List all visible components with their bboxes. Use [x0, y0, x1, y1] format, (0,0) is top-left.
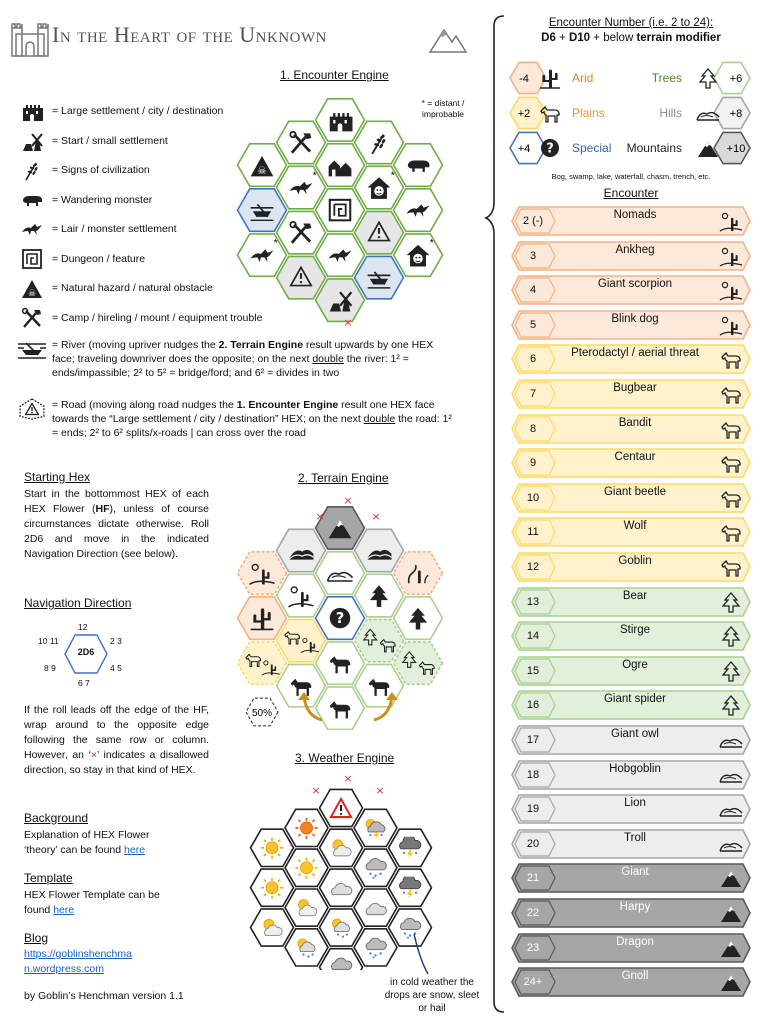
encounter-name: Wolf: [623, 520, 647, 533]
river-boat-icon: [16, 338, 48, 360]
encounter-row: [511, 517, 751, 547]
encounter-name: Harpy: [619, 901, 651, 913]
encounter-number: 23: [526, 941, 540, 954]
terrain-engine-heading: 2. Terrain Engine: [298, 471, 389, 485]
tree-outline-icon: [719, 591, 743, 613]
encounter-number: 4: [529, 284, 537, 297]
navigation-center: 2D6: [77, 647, 95, 657]
encounter-number: 6: [529, 353, 537, 366]
nav-sw: 8 9: [44, 663, 56, 673]
legend-text: = Dungeon / feature: [52, 252, 146, 265]
legend-text: = Camp / hireling / mount / equipment trouble: [52, 311, 263, 324]
svg-text:?: ?: [546, 141, 554, 157]
nav-nw: 10 11: [38, 636, 59, 646]
wyvern-icon: [16, 218, 48, 240]
encounter-number: 5: [529, 318, 537, 331]
encounter-number: 10: [526, 491, 540, 504]
encounter-number: 16: [526, 699, 540, 712]
encounter-row: [511, 690, 751, 720]
distant-note: * = distant / improbable: [421, 98, 465, 119]
template-text: HEX Flower Template can be found here: [24, 889, 160, 916]
hex-cell: [277, 619, 326, 661]
hex-cell: [394, 642, 443, 684]
nav-se: 4 5: [110, 663, 122, 673]
encounter-name: Centaur: [614, 451, 656, 464]
encounter-name: Giant beetle: [603, 485, 666, 498]
svg-text:?: ?: [335, 610, 345, 628]
encounter-number: 2 (-): [522, 215, 544, 227]
hex-cell: [277, 529, 326, 571]
encounter-number: 24+: [523, 976, 543, 989]
encounter-row: [511, 275, 751, 305]
tree-outline-icon: [719, 625, 743, 647]
legend-text: = Wandering monster: [52, 193, 153, 206]
mountain-icon: [719, 971, 743, 993]
hex-cell: [316, 279, 365, 322]
weather-engine-heading: 3. Weather Engine: [295, 751, 395, 765]
desert-icon: [719, 245, 743, 267]
windmill-icon: [16, 130, 48, 152]
nav-n: 12: [78, 622, 88, 632]
encounter-name: Gnoll: [621, 970, 649, 983]
legend-text: = Natural hazard / natural obstacle: [52, 282, 213, 294]
encounter-number: 17: [526, 734, 540, 746]
encounter-number: 22: [526, 907, 540, 919]
tree-outline-icon: [700, 69, 716, 88]
legend-text: = Signs of civilization: [52, 164, 150, 176]
encounter-name: Ogre: [622, 658, 648, 671]
legend-text: = Large settlement / city / destination: [52, 105, 224, 117]
hex-cell: [394, 552, 443, 595]
encounter-row: [511, 552, 751, 582]
encounter-name: Ankheg: [615, 243, 655, 256]
encounter-row: [511, 656, 751, 686]
terrain-name: Plains: [572, 106, 605, 120]
svg-text:☠: ☠: [257, 166, 267, 178]
encounter-name: Bugbear: [613, 382, 657, 394]
page-title: In the Heart of the Unknown: [52, 22, 328, 47]
encounter-name: Nomads: [613, 209, 657, 221]
desert-icon: [719, 210, 743, 232]
encounter-number: 12: [526, 561, 540, 573]
encounter-name: Hobgoblin: [609, 762, 661, 775]
wrap-rule: If the roll leads off the edge of the HF, wrap around to the opposite edge following the same row or column. However, an ‘×’ indicates a disallowed direction, so stay in that kind of HEX.: [24, 704, 209, 776]
mountain-logo-icon: [428, 26, 468, 54]
encounter-row: [511, 898, 751, 928]
terrain-name: Mountains: [626, 141, 682, 155]
encounter-name: Stirge: [619, 624, 651, 637]
tree-outline-icon: [719, 660, 743, 682]
encounter-name: Giant owl: [611, 728, 659, 740]
disallowed-cross: ×: [371, 510, 381, 523]
encounter-name: Giant spider: [603, 693, 666, 706]
legend-text: = Lair / monster settlement: [52, 223, 177, 235]
encounter-row: [511, 794, 751, 824]
encounter-name: Goblin: [618, 555, 652, 567]
encounter-row: [511, 310, 751, 340]
hex-cell: [316, 144, 365, 187]
encounter-number-header: Encounter Number (i.e. 2 to 24): D6 + D10 + below terrain modifier: [541, 17, 721, 44]
terrain-engine-hexflower: [232, 490, 472, 730]
question-icon: [330, 608, 350, 628]
hills-outline-icon: [719, 764, 743, 786]
terrain-modifier: +2: [517, 108, 531, 120]
encounter-name: Giant scorpion: [597, 278, 673, 291]
encounter-number: 13: [526, 595, 540, 608]
hazard-mountain-icon: [16, 277, 48, 299]
encounter-number: 15: [526, 664, 540, 677]
disallowed-cross: ×: [343, 772, 353, 785]
terrain-name: Hills: [659, 106, 682, 120]
hex-cell: [238, 642, 287, 684]
encounter-row: [511, 933, 751, 963]
desert-icon: [719, 314, 743, 336]
hex-cell: [316, 189, 365, 232]
encounter-number: 21: [526, 872, 540, 885]
encounter-row: [511, 241, 751, 271]
encounter-number: 11: [527, 526, 539, 539]
boar-icon: [16, 189, 48, 211]
terrain-name: Special: [572, 141, 612, 155]
disallowed-cross: ×: [343, 494, 353, 507]
encounter-engine-heading: 1. Encounter Engine: [280, 68, 389, 82]
starting-hex-text: Start in the bottommost HEX of each HEX Flower (HF), unless of course circumstances dictate otherwise. Roll 2D6 and move in the indicated Navigation Direction (see below).: [24, 488, 209, 560]
disallowed-cross: ×: [375, 784, 385, 797]
nav-ne: 2 3: [110, 636, 122, 646]
horse-outline-icon: [719, 383, 743, 405]
encounter-name: Troll: [624, 831, 646, 844]
background-heading: Background: [24, 811, 89, 825]
encounter-name: Giant: [621, 866, 649, 879]
panel-brace: [484, 14, 508, 1014]
horse-outline-icon: [719, 348, 743, 370]
encounter-name: Bandit: [618, 416, 652, 429]
distant-marker: *: [312, 170, 317, 182]
desert-icon: [719, 279, 743, 301]
maze-icon: [16, 248, 48, 270]
terrain-modifier: -4: [519, 73, 529, 85]
encounter-name: Blink dog: [611, 312, 659, 325]
mountain-icon: [719, 937, 743, 959]
background-text: Explanation of HEX Flower ‘theory’ can be found here: [24, 829, 150, 856]
road-rule: = Road (moving along road nudges the 1. Encounter Engine result one HEX face towards the “Large settlement / city / destination” HEX; on the next double the road: 1² = ends; 2² to 6² splits/x-roads | can cross over the road: [16, 398, 456, 440]
starting-hex-heading: Starting Hex: [24, 470, 91, 484]
tools-icon: [16, 307, 48, 329]
terrain-modifier: +10: [726, 143, 746, 155]
terrain-modifier: +4: [517, 143, 531, 155]
blog-link[interactable]: https://goblinshenchman.wordpress.com: [24, 948, 132, 975]
template-heading: Template: [24, 871, 73, 885]
background-link[interactable]: here: [124, 844, 146, 856]
horse-outline-icon: [719, 418, 743, 440]
horse-outline-icon: [719, 521, 743, 543]
encounter-row: [511, 967, 751, 997]
fifty-percent-label: 50%: [251, 708, 273, 719]
encounter-number: 8: [529, 422, 537, 435]
encounter-row: [511, 725, 751, 755]
encounter-row: [511, 344, 751, 374]
blog-heading: Blog: [24, 931, 49, 945]
castle-logo-icon: [6, 20, 54, 60]
encounter-number: 7: [529, 388, 537, 400]
mountain-icon: [719, 867, 743, 889]
terrain-name: Arid: [572, 71, 594, 85]
question-icon: [541, 139, 559, 157]
disallowed-cross: ×: [315, 510, 325, 523]
encounter-engine-hexflower: [232, 90, 472, 330]
disallowed-cross: ×: [343, 316, 353, 329]
horse-outline-icon: [719, 452, 743, 474]
special-note: Bog, swamp, lake, waterfall, chasm, trench, etc.: [551, 172, 711, 181]
horse-outline-icon: [719, 556, 743, 578]
navigation-diagram: [36, 620, 136, 692]
encounter-row: [511, 760, 751, 790]
distant-marker: *: [429, 237, 434, 249]
credit: by Goblin’s Henchman version 1.1: [24, 990, 184, 1002]
distant-marker: *: [273, 237, 278, 249]
terrain-modifier: +6: [729, 73, 743, 85]
wheat-icon: [16, 159, 48, 181]
hills-outline-icon: [719, 798, 743, 820]
encounter-row: [511, 829, 751, 859]
tree-outline-icon: [719, 694, 743, 716]
weather-note: in cold weather the drops are snow, sleet or hail: [384, 977, 480, 1014]
castle-icon: [16, 100, 48, 122]
encounter-row: [511, 448, 751, 478]
terrain-modifier: +8: [729, 108, 743, 120]
road-sign-icon: [16, 398, 48, 420]
horse-outline-icon: [719, 487, 743, 509]
encounter-heading: Encounter: [603, 186, 659, 200]
encounter-row: [511, 206, 751, 236]
terrain-name: Trees: [651, 71, 682, 85]
river-rule: = River (moving upriver nudges the 2. Terrain Engine result upwards by one HEX face; traveling downriver does the opposite; on the next double the river: 1² = ends/impassible; 2² to 5² = bridge/ford; and 6² = divides in two: [16, 338, 456, 380]
encounter-row: [511, 587, 751, 617]
encounter-row: [511, 863, 751, 893]
legend-text: = Start / small settlement: [52, 134, 168, 147]
encounter-number: 9: [529, 457, 537, 470]
distant-marker: *: [390, 170, 395, 182]
encounter-number: 18: [526, 768, 540, 781]
hills-outline-icon: [719, 729, 743, 751]
hills-outline-icon: [719, 833, 743, 855]
encounter-row: [511, 414, 751, 444]
encounter-number: 19: [526, 803, 540, 816]
svg-text:☠: ☠: [27, 289, 37, 299]
hex-cell: [355, 529, 404, 571]
encounter-name: Bear: [622, 589, 648, 602]
nav-s: 6 7: [78, 678, 90, 688]
encounter-row: [511, 483, 751, 513]
mountain-icon: [719, 902, 743, 924]
encounter-name: Dragon: [616, 935, 654, 948]
encounter-number: 14: [526, 630, 540, 643]
hex-cell: [355, 619, 404, 661]
encounter-number: 3: [529, 249, 537, 262]
disallowed-cross: ×: [311, 784, 321, 797]
navigation-heading: Navigation Direction: [24, 596, 132, 610]
encounter-row: [511, 621, 751, 651]
encounter-name: Pterodactyl / aerial threat: [571, 347, 699, 360]
encounter-number: 20: [526, 837, 540, 850]
encounter-name: Lion: [624, 797, 646, 810]
encounter-row: [511, 379, 751, 409]
terrain-key: [506, 58, 758, 184]
weather-note-arrow: [410, 930, 440, 980]
template-link[interactable]: here: [53, 904, 75, 916]
